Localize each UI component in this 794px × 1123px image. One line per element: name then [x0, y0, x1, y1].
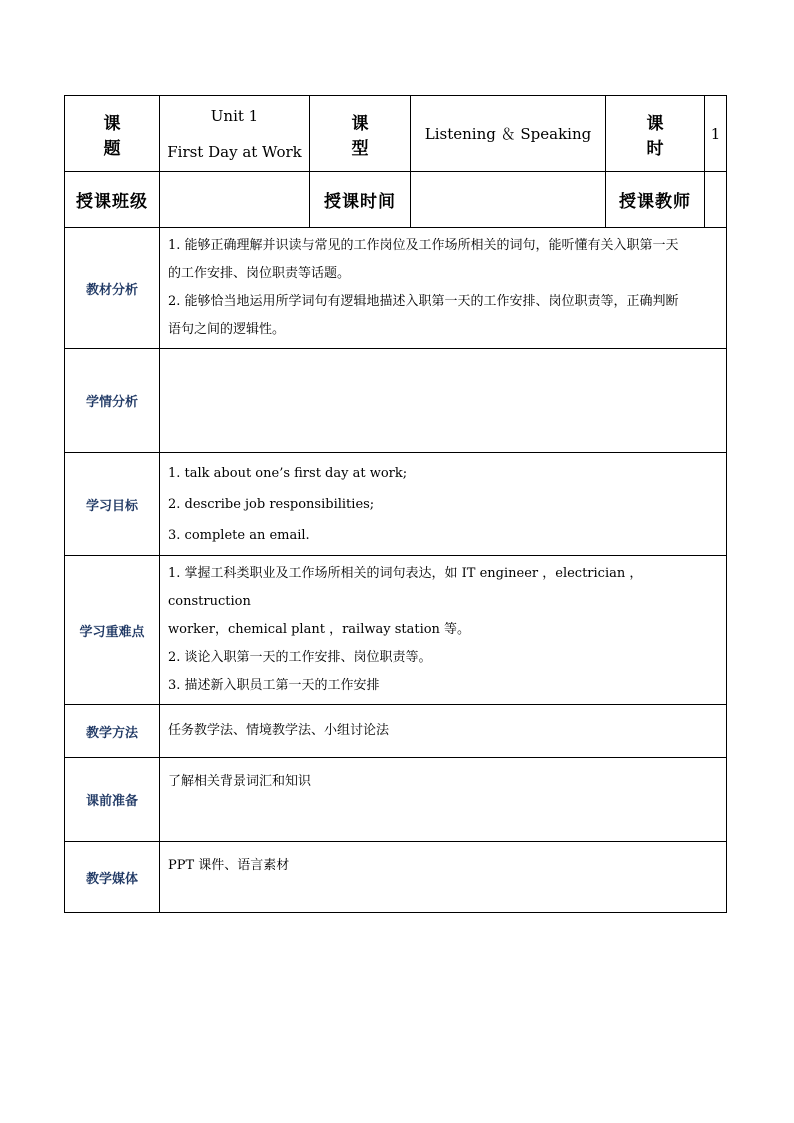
time-label: 授课时间 [310, 172, 411, 228]
type-value: Listening ＆ Speaking [411, 96, 606, 172]
objective-item: 3. complete an email. [168, 527, 310, 543]
topic-label: 课 题 [65, 96, 160, 172]
header-row [65, 96, 727, 172]
keypoints-content [160, 556, 727, 705]
preparation-row [65, 758, 727, 842]
media-row [65, 842, 727, 913]
unit-title: First Day at Work [167, 142, 302, 161]
keypoint-line: 3. 描述新入职员工第一天的工作安排 [168, 678, 380, 693]
class-value [160, 172, 310, 228]
material-line: 的工作安排、岗位职责等话题。 [168, 266, 351, 281]
students-content [160, 349, 727, 453]
keypoint-line: worker，chemical plant ，railway station 等。 [168, 622, 471, 637]
material-label: 教材分析 [65, 228, 160, 349]
material-line: 语句之间的逻辑性。 [168, 322, 286, 337]
lesson-plan-table [64, 95, 727, 913]
keypoints-label: 学习重难点 [65, 556, 160, 705]
hours-value: 1 [705, 96, 727, 172]
methods-content: 任务教学法、情境教学法、小组讨论法 [160, 705, 727, 758]
students-row [65, 349, 727, 453]
objective-item: 1. talk about one’s first day at work; [168, 465, 408, 481]
objective-item: 2. describe job responsibilities; [168, 496, 375, 512]
material-row [65, 228, 727, 349]
teacher-label: 授课教师 [606, 172, 705, 228]
unit-number: Unit 1 [210, 106, 259, 125]
methods-label: 教学方法 [65, 705, 160, 758]
objectives-label: 学习目标 [65, 453, 160, 556]
media-label: 教学媒体 [65, 842, 160, 913]
info-row [65, 172, 727, 228]
keypoints-row [65, 556, 727, 705]
type-label: 课 型 [310, 96, 411, 172]
students-label: 学情分析 [65, 349, 160, 453]
media-content: PPT 课件、语言素材 [160, 842, 727, 913]
methods-row [65, 705, 727, 758]
objectives-row [65, 453, 727, 556]
hours-label: 课 时 [606, 96, 705, 172]
material-line: 2. 能够恰当地运用所学词句有逻辑地描述入职第一天的工作安排、岗位职责等，正确判断 [168, 294, 679, 309]
keypoint-line: 2. 谈论入职第一天的工作安排、岗位职责等。 [168, 650, 432, 665]
material-line: 1. 能够正确理解并识读与常见的工作岗位及工作场所相关的词句，能听懂有关入职第一天 [168, 238, 679, 253]
unit-cell [160, 96, 310, 172]
objectives-content [160, 453, 727, 556]
preparation-content: 了解相关背景词汇和知识 [160, 758, 727, 842]
class-label: 授课班级 [65, 172, 160, 228]
keypoint-line: 1. 掌握工科类职业及工作场所相关的词句表达，如 IT engineer ，electrician ，construction [168, 566, 643, 609]
teacher-value [705, 172, 727, 228]
material-content [160, 228, 727, 349]
preparation-label: 课前准备 [65, 758, 160, 842]
time-value [411, 172, 606, 228]
